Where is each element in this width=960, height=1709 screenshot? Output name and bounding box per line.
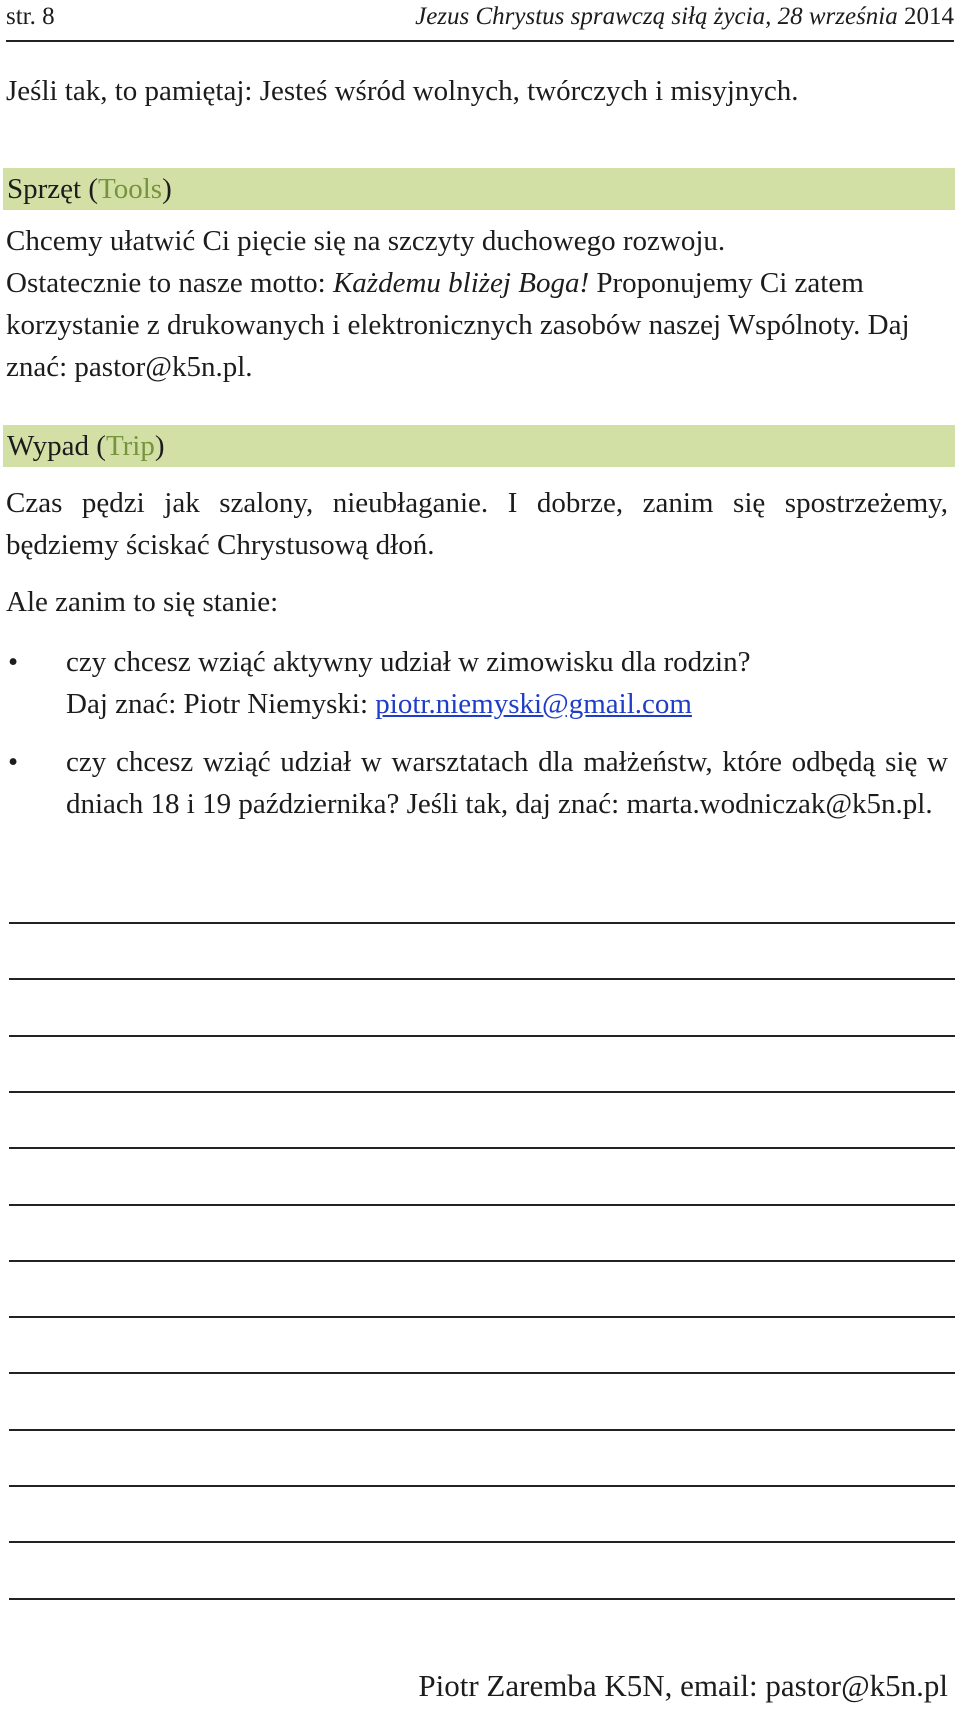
email-link[interactable]: piotr.niemyski@gmail.com — [375, 688, 692, 720]
note-line — [9, 1147, 955, 1149]
list-item-line2: Daj znać: Piotr Niemyski: — [66, 688, 369, 720]
trip-lead: Ale zanim to się stanie: — [6, 586, 279, 618]
list-item-text — [66, 641, 948, 725]
note-line — [9, 978, 955, 980]
bullet-icon: • — [8, 646, 19, 678]
note-line — [9, 1372, 955, 1374]
note-line — [9, 1429, 955, 1431]
tools-paragraph-line1: Chcemy ułatwić Ci pięcie się na szczyty duchowego rozwoju. — [6, 225, 726, 257]
tools-paragraph-part2: Proponujemy Ci zatem korzystanie z drukowanych i elektronicznych zasobów naszej Wspólnoty. Daj znać: pastor@k5n.pl. — [6, 267, 910, 383]
page-header — [6, 0, 954, 42]
section-heading-tools: Sprzęt (Tools) — [3, 168, 955, 210]
tools-paragraph-part1: Ostatecznie to nasze motto: — [6, 267, 326, 299]
list-item-line1: czy chcesz wziąć aktywny udział w zimowisku dla rodzin? — [66, 646, 751, 678]
page-footer: Piotr Zaremba K5N, email: pastor@k5n.pl — [418, 1668, 948, 1703]
note-line — [9, 922, 955, 924]
note-line — [9, 1091, 955, 1093]
section-heading-pl: Sprzęt — [7, 173, 82, 205]
note-line — [9, 1316, 955, 1318]
issue-title-text: Jezus Chrystus sprawczą siłą życia, 28 września — [415, 3, 898, 30]
list-item-text: czy chcesz wziąć udział w warsztatach dla małżeństw, które odbędą się w dniach 18 i 19 października? Jeśli tak, daj znać: marta.wodniczak@k5n.pl. — [66, 746, 948, 820]
motto-text: Każdemu bliżej Boga! — [332, 267, 590, 299]
list-item — [6, 741, 948, 867]
section-heading-en: Tools — [98, 173, 163, 205]
note-line — [9, 1260, 955, 1262]
note-line — [9, 1598, 955, 1600]
bullet-icon: • — [8, 746, 19, 778]
note-line — [9, 1485, 955, 1487]
section-heading-en: Trip — [105, 430, 155, 462]
page-number: str. 8 — [6, 3, 55, 30]
trip-paragraph: Czas pędzi jak szalony, nieubłaganie. I dobrze, zanim się spostrzeżemy, będziemy ściskać Chrystusową dłoń. — [6, 487, 948, 561]
note-line — [9, 1035, 955, 1037]
section-heading-pl: Wypad — [7, 430, 90, 462]
intro-paragraph: Jeśli tak, to pamiętaj: Jesteś wśród wolnych, twórczych i misyjnych. — [6, 75, 799, 107]
note-line — [9, 1204, 955, 1206]
issue-title — [415, 0, 954, 34]
note-line — [9, 1541, 955, 1543]
section-heading-trip: Wypad (Trip) — [3, 425, 955, 467]
tools-paragraph — [6, 220, 948, 388]
list-item — [6, 641, 948, 725]
issue-year: 2014 — [904, 3, 954, 30]
